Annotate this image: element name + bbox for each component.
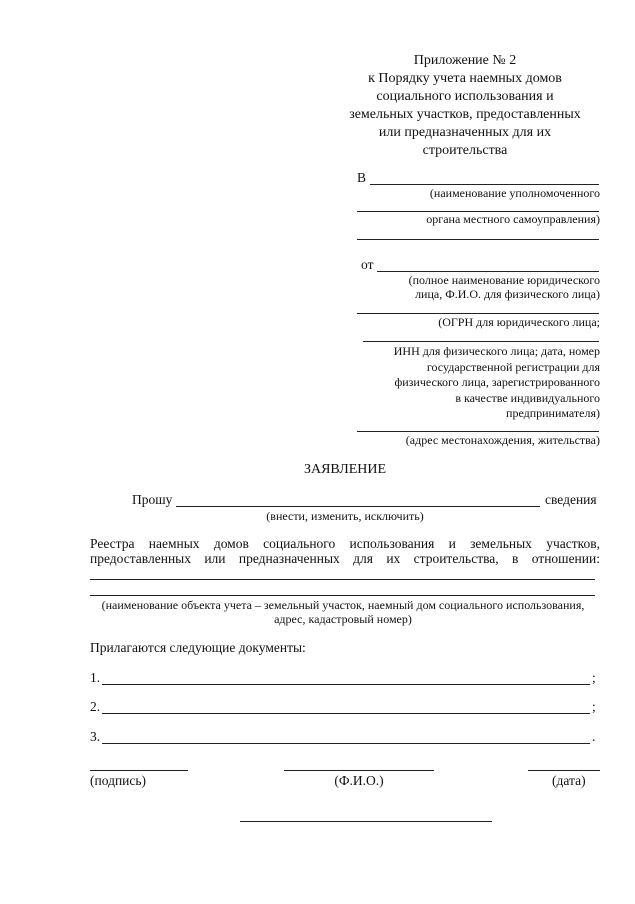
statement-heading: ЗАЯВЛЕНИЕ	[303, 462, 387, 477]
from-hint: лица, Ф.И.О. для физического лица)	[415, 287, 600, 301]
doc-num: 2.	[90, 699, 101, 714]
doc-num: 1.	[90, 670, 101, 685]
object-line-2[interactable]	[90, 595, 595, 596]
appendix-line: социального использования и	[376, 89, 554, 104]
sign-label: (подпись)	[90, 773, 147, 788]
to-prefix: В	[357, 170, 367, 185]
address-line[interactable]	[357, 431, 599, 432]
to-line-3[interactable]	[357, 239, 599, 240]
to-hint: органа местного самоуправления)	[426, 212, 600, 226]
date-line[interactable]	[528, 770, 600, 771]
doc-end: ;	[592, 670, 596, 685]
ogrn-hint: (ОГРН для юридического лица;	[438, 315, 600, 329]
from-hint: (полное наименование юридического	[408, 273, 600, 287]
from-line[interactable]	[377, 271, 599, 272]
name-label: (Ф.И.О.)	[334, 773, 384, 788]
documents-intro: Прилагаются следующие документы:	[90, 640, 306, 655]
address-hint: (адрес местонахождения, жительства)	[405, 433, 600, 447]
appendix-line: строительства	[422, 143, 508, 158]
to-hint: (наименование уполномоченного	[429, 186, 600, 200]
object-line[interactable]	[90, 579, 595, 580]
from-prefix: от	[361, 257, 374, 272]
doc-line-1[interactable]	[102, 684, 590, 685]
request-hint: (внести, изменить, исключить)	[266, 509, 424, 523]
bottom-line	[240, 821, 492, 822]
doc-line-3[interactable]	[102, 743, 590, 744]
appendix-title: Приложение № 2	[413, 53, 517, 68]
inn-line[interactable]	[363, 341, 599, 342]
date-label: (дата)	[552, 773, 586, 788]
request-line[interactable]	[176, 506, 540, 507]
request-suffix: сведения	[545, 492, 597, 507]
body-line: предоставленных или предназначенных для их строительства, в отношении:	[90, 551, 600, 566]
inn-hint: физического лица, зарегистрированного	[394, 375, 600, 389]
inn-hint: государственной регистрации для	[426, 359, 600, 374]
name-line[interactable]	[284, 770, 434, 771]
inn-hint: в качестве индивидуального	[455, 390, 600, 405]
appendix-line: или предназначенных для их	[378, 125, 552, 140]
from-line-2[interactable]	[357, 313, 599, 314]
inn-hint: ИНН для физического лица; дата, номер	[393, 344, 600, 358]
object-hint: (наименование объекта учета – земельный участок, наемный дом социального использования,	[101, 598, 585, 612]
inn-hint: предпринимателя)	[506, 406, 600, 420]
doc-line-2[interactable]	[102, 713, 590, 714]
doc-end: ;	[592, 699, 596, 714]
body-line: Реестра наемных домов социального использования и земельных участков,	[90, 536, 600, 551]
object-hint: адрес, кадастровый номер)	[274, 612, 412, 626]
sign-line[interactable]	[90, 770, 188, 771]
request-prefix: Прошу	[132, 492, 173, 507]
appendix-line: к Порядку учета наемных домов	[368, 71, 562, 86]
inn-hint-block	[340, 344, 600, 422]
appendix-header	[330, 52, 600, 160]
doc-num: 3.	[90, 729, 101, 744]
doc-end: .	[592, 729, 596, 744]
to-line[interactable]	[370, 184, 599, 185]
appendix-line: земельных участков, предоставленных	[349, 107, 581, 122]
